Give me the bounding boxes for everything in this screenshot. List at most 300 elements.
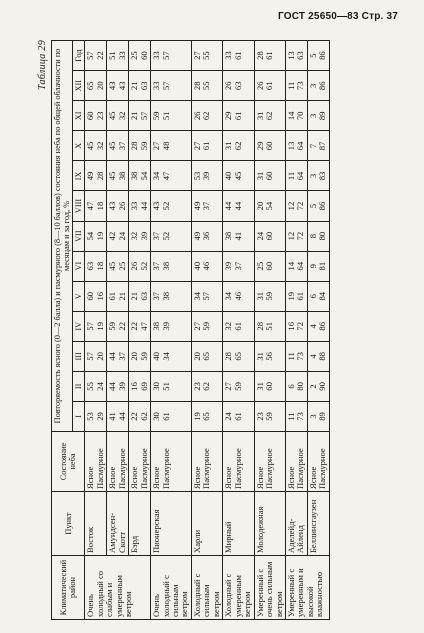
col-header-month: Год	[73, 41, 85, 71]
value-cell	[107, 221, 129, 251]
value-cell	[107, 311, 129, 341]
clear-value: 27	[191, 51, 202, 60]
overcast-value: 37	[232, 261, 243, 271]
col-header-month: V	[73, 281, 85, 311]
overcast-value: 62	[138, 412, 149, 421]
table-body	[85, 41, 329, 620]
value-cell	[129, 71, 151, 101]
clear-value: 19	[191, 412, 202, 421]
sky-state-label: Пасмурное	[232, 448, 243, 489]
clear-value: 32	[129, 231, 140, 241]
climate-table	[51, 40, 330, 620]
sky-state-cell	[151, 432, 192, 492]
clear-value: 40	[191, 261, 202, 271]
value-cell	[191, 221, 222, 251]
clear-value: 29	[223, 111, 234, 121]
station-name: Аделейд-Айленд	[285, 492, 307, 556]
clear-value: 6	[285, 384, 296, 389]
overcast-value: 18	[94, 201, 105, 211]
overcast-value: 86	[317, 81, 328, 91]
overcast-value: 44	[232, 201, 243, 211]
clear-value: 6	[307, 294, 318, 299]
clear-value: 33	[151, 81, 162, 91]
clear-value: 25	[254, 261, 265, 271]
value-cell	[223, 161, 254, 191]
overcast-value: 19	[94, 231, 105, 241]
sky-state-cell	[254, 432, 285, 492]
col-header-month: III	[73, 341, 85, 371]
overcast-value: 22	[116, 321, 127, 331]
clear-value: 54	[85, 231, 96, 241]
value-cell	[223, 251, 254, 281]
clear-value: 57	[85, 321, 96, 331]
clear-value: 31	[223, 141, 234, 151]
overcast-value: 63	[138, 291, 149, 301]
clear-value: 45	[85, 141, 96, 151]
clear-value: 22	[129, 412, 140, 421]
overcast-value: 39	[116, 382, 127, 391]
col-header-frequency: Повторяемость ясного (0—2 балла) и пасмурного (8—10 баллов) состояния неба по общей облачности по месяцам и за год, %	[52, 41, 73, 432]
overcast-value: 63	[138, 81, 149, 91]
value-cell	[254, 281, 285, 311]
overcast-value: 41	[232, 231, 243, 241]
sky-state-cell	[129, 432, 151, 492]
clear-value: 11	[285, 412, 296, 421]
clear-value: 27	[191, 321, 202, 331]
value-cell	[151, 341, 192, 371]
station-name: Амундсен-Скотт	[107, 492, 129, 556]
col-header-month: VII	[73, 221, 85, 251]
overcast-value: 61	[264, 51, 275, 60]
clear-value: 12	[285, 201, 296, 211]
overcast-value: 54	[264, 201, 275, 211]
overcast-value: 44	[116, 412, 127, 421]
value-cell	[223, 131, 254, 161]
overcast-value: 16	[94, 291, 105, 301]
value-cell	[223, 371, 254, 401]
sky-state-label: Ясное	[307, 466, 318, 489]
overcast-value: 73	[295, 81, 306, 91]
overcast-value: 60	[264, 261, 275, 271]
overcast-value: 72	[295, 321, 306, 331]
col-header-month: II	[73, 371, 85, 401]
value-cell	[285, 251, 307, 281]
value-cell	[223, 221, 254, 251]
clear-value: 5	[307, 53, 318, 58]
overcast-value: 51	[160, 382, 171, 391]
clear-value: 16	[285, 321, 296, 331]
overcast-value: 69	[138, 382, 149, 391]
value-cell	[85, 251, 107, 281]
overcast-value: 48	[160, 141, 171, 151]
overcast-value: 84	[317, 291, 328, 301]
station-name: Молодежная	[254, 492, 285, 556]
clear-value: 34	[151, 171, 162, 181]
overcast-value: 32	[94, 141, 105, 151]
page-header: ГОСТ 25650—83 Стр. 37	[278, 11, 398, 22]
clear-value: 37	[151, 261, 162, 271]
value-cell	[85, 71, 107, 101]
overcast-value: 89	[317, 412, 328, 421]
value-cell	[151, 401, 192, 431]
value-cell	[107, 161, 129, 191]
clear-value: 26	[254, 81, 265, 91]
clear-value: 19	[285, 291, 296, 301]
overcast-value: 24	[94, 382, 105, 391]
value-cell	[307, 161, 329, 191]
value-cell	[85, 371, 107, 401]
sky-state-label: Ясное	[129, 466, 140, 489]
overcast-value: 19	[94, 321, 105, 331]
value-cell	[307, 281, 329, 311]
station-name: Харли	[191, 492, 222, 556]
clear-value: 53	[85, 412, 96, 421]
value-cell	[254, 221, 285, 251]
clear-value: 41	[107, 412, 118, 421]
clear-value: 21	[129, 111, 140, 121]
value-cell	[85, 221, 107, 251]
value-cell	[307, 41, 329, 71]
value-cell	[223, 401, 254, 431]
overcast-value: 61	[232, 321, 243, 331]
col-header-sky: Состояние неба	[52, 432, 85, 492]
value-cell	[285, 131, 307, 161]
overcast-value: 32	[116, 111, 127, 121]
clear-value: 47	[85, 201, 96, 211]
overcast-value: 64	[295, 171, 306, 181]
clear-value: 23	[191, 382, 202, 391]
clear-value: 21	[129, 291, 140, 301]
overcast-value: 43	[116, 81, 127, 91]
overcast-value: 52	[138, 261, 149, 271]
sky-state-label: Пасмурное	[201, 448, 212, 489]
value-cell	[223, 191, 254, 221]
overcast-value: 20	[94, 81, 105, 91]
overcast-value: 62	[232, 141, 243, 151]
overcast-value: 59	[138, 141, 149, 151]
overcast-value: 46	[232, 291, 243, 301]
value-cell	[85, 41, 107, 71]
overcast-value: 52	[160, 201, 171, 211]
overcast-value: 59	[232, 382, 243, 391]
value-cell	[151, 41, 192, 71]
overcast-value: 60	[264, 171, 275, 181]
value-cell	[129, 221, 151, 251]
value-cell	[254, 251, 285, 281]
overcast-value: 61	[232, 51, 243, 60]
value-cell	[129, 251, 151, 281]
value-cell	[307, 131, 329, 161]
overcast-value: 60	[264, 382, 275, 391]
value-cell	[307, 341, 329, 371]
overcast-value: 51	[264, 321, 275, 331]
value-cell	[129, 191, 151, 221]
value-cell	[107, 131, 129, 161]
clear-value: 13	[285, 51, 296, 60]
clear-value: 44	[107, 352, 118, 361]
clear-value: 31	[254, 382, 265, 391]
clear-value: 28	[223, 352, 234, 361]
overcast-value: 37	[116, 141, 127, 151]
overcast-value: 60	[264, 231, 275, 241]
clear-value: 26	[191, 111, 202, 121]
clear-value: 28	[254, 321, 265, 331]
value-cell	[223, 341, 254, 371]
value-cell	[285, 101, 307, 131]
value-cell	[285, 41, 307, 71]
clear-value: 60	[85, 291, 96, 301]
value-cell	[307, 191, 329, 221]
clear-value: 26	[129, 261, 140, 271]
overcast-value: 59	[264, 291, 275, 301]
overcast-value: 28	[94, 171, 105, 181]
sky-state-label: Пасмурное	[317, 448, 328, 489]
value-cell	[191, 41, 222, 71]
overcast-value: 86	[317, 51, 328, 60]
overcast-value: 80	[295, 382, 306, 391]
table-row	[223, 41, 254, 620]
overcast-value: 62	[201, 111, 212, 121]
clear-value: 11	[285, 171, 296, 181]
clear-value: 31	[254, 171, 265, 181]
value-cell	[151, 101, 192, 131]
station-name: Восток	[85, 492, 107, 556]
overcast-value: 63	[232, 81, 243, 91]
region-name: Холодный с умеренным ветром	[223, 556, 254, 620]
clear-value: 28	[129, 141, 140, 151]
value-cell	[85, 131, 107, 161]
station-name: Мирный	[223, 492, 254, 556]
clear-value: 43	[107, 81, 118, 91]
station-name: Бэрд	[129, 492, 151, 556]
overcast-value: 37	[116, 352, 127, 361]
clear-value: 8	[307, 233, 318, 239]
value-cell	[107, 101, 129, 131]
clear-value: 20	[191, 352, 202, 361]
col-header-month: XII	[73, 71, 85, 101]
clear-value: 4	[307, 324, 318, 329]
value-cell	[223, 71, 254, 101]
sky-state-cell	[85, 432, 107, 492]
clear-value: 20	[254, 201, 265, 211]
overcast-value: 54	[138, 171, 149, 181]
overcast-value: 88	[317, 352, 328, 361]
value-cell	[307, 101, 329, 131]
rotated-table-area	[37, 40, 387, 620]
overcast-value: 51	[160, 111, 171, 121]
overcast-value: 65	[201, 352, 212, 361]
overcast-value: 44	[138, 201, 149, 211]
col-header-month: I	[73, 401, 85, 431]
clear-value: 16	[129, 382, 140, 391]
clear-value: 4	[307, 354, 318, 359]
clear-value: 28	[191, 81, 202, 91]
clear-value: 57	[85, 51, 96, 60]
table-row	[254, 41, 285, 620]
value-cell	[151, 131, 192, 161]
overcast-value: 55	[201, 51, 212, 60]
overcast-value: 26	[116, 201, 127, 211]
value-cell	[254, 371, 285, 401]
overcast-value: 65	[232, 352, 243, 361]
value-cell	[107, 341, 129, 371]
overcast-value: 72	[295, 231, 306, 241]
overcast-value: 57	[138, 111, 149, 121]
clear-value: 43	[107, 201, 118, 211]
value-cell	[254, 401, 285, 431]
sky-state-label: Ясное	[107, 466, 118, 489]
value-cell	[129, 401, 151, 431]
clear-value: 39	[223, 261, 234, 271]
clear-value: 55	[85, 382, 96, 391]
overcast-value: 38	[116, 171, 127, 181]
value-cell	[85, 191, 107, 221]
clear-value: 37	[151, 231, 162, 241]
value-cell	[107, 371, 129, 401]
value-cell	[191, 341, 222, 371]
sky-state-cell	[191, 432, 222, 492]
sky-state-label: Ясное	[254, 466, 265, 489]
overcast-value: 39	[138, 231, 149, 241]
clear-value: 33	[151, 51, 162, 60]
clear-value: 20	[129, 352, 140, 361]
overcast-value: 62	[201, 382, 212, 391]
clear-value: 9	[307, 264, 318, 269]
clear-value: 38	[223, 231, 234, 241]
clear-value: 57	[85, 352, 96, 361]
sky-state-label: Пасмурное	[295, 448, 306, 489]
clear-value: 27	[223, 382, 234, 391]
overcast-value: 83	[317, 171, 328, 181]
value-cell	[307, 401, 329, 431]
value-cell	[307, 71, 329, 101]
value-cell	[129, 161, 151, 191]
overcast-value: 89	[317, 111, 328, 121]
station-name: Пионерская	[151, 492, 192, 556]
value-cell	[129, 131, 151, 161]
sky-state-label: Пасмурное	[94, 448, 105, 489]
value-cell	[107, 41, 129, 71]
clear-value: 65	[85, 81, 96, 91]
clear-value: 45	[107, 171, 118, 181]
overcast-value: 60	[138, 51, 149, 60]
value-cell	[191, 161, 222, 191]
clear-value: 23	[254, 412, 265, 421]
clear-value: 59	[151, 111, 162, 121]
value-cell	[129, 101, 151, 131]
col-header-month: XI	[73, 101, 85, 131]
value-cell	[285, 281, 307, 311]
value-cell	[85, 101, 107, 131]
value-cell	[151, 191, 192, 221]
overcast-value: 24	[116, 231, 127, 241]
value-cell	[151, 161, 192, 191]
value-cell	[285, 371, 307, 401]
clear-value: 7	[307, 143, 318, 149]
value-cell	[129, 341, 151, 371]
overcast-value: 59	[264, 412, 275, 421]
value-cell	[107, 71, 129, 101]
overcast-value: 64	[295, 141, 306, 151]
overcast-value: 56	[264, 352, 275, 361]
sky-state-label: Пасмурное	[138, 448, 149, 489]
table-row	[151, 41, 192, 620]
overcast-value: 47	[160, 171, 171, 181]
value-cell	[254, 71, 285, 101]
value-cell	[307, 251, 329, 281]
value-cell	[191, 371, 222, 401]
clear-value: 3	[307, 414, 318, 419]
value-cell	[254, 341, 285, 371]
clear-value: 14	[285, 111, 296, 121]
value-cell	[307, 221, 329, 251]
clear-value: 38	[151, 321, 162, 331]
overcast-value: 34	[160, 352, 171, 361]
sky-state-label: Пасмурное	[264, 448, 275, 489]
value-cell	[107, 251, 129, 281]
clear-value: 40	[151, 352, 162, 361]
value-cell	[129, 311, 151, 341]
overcast-value: 87	[317, 141, 328, 151]
overcast-value: 37	[201, 201, 212, 211]
value-cell	[129, 371, 151, 401]
clear-value: 32	[223, 321, 234, 331]
region-name: Холодный с сильным ветром	[191, 556, 222, 620]
sky-state-cell	[285, 432, 307, 492]
clear-value: 30	[151, 412, 162, 421]
value-cell	[191, 251, 222, 281]
clear-value: 26	[223, 81, 234, 91]
sky-state-label: Ясное	[285, 466, 296, 489]
clear-value: 31	[254, 111, 265, 121]
clear-value: 45	[107, 111, 118, 121]
overcast-value: 45	[232, 171, 243, 181]
overcast-value: 38	[160, 291, 171, 301]
clear-value: 31	[254, 352, 265, 361]
table-row	[85, 41, 107, 620]
clear-value: 51	[107, 51, 118, 60]
region-name: Очень холодный с сильным ветром	[151, 556, 192, 620]
value-cell	[254, 131, 285, 161]
value-cell	[254, 161, 285, 191]
value-cell	[191, 311, 222, 341]
overcast-value: 25	[116, 261, 127, 271]
overcast-value: 62	[264, 111, 275, 121]
clear-value: 37	[151, 291, 162, 301]
overcast-value: 59	[201, 321, 212, 331]
clear-value: 3	[307, 113, 318, 118]
col-header-month: IV	[73, 311, 85, 341]
overcast-value: 72	[295, 201, 306, 211]
clear-value: 3	[307, 83, 318, 88]
clear-value: 21	[129, 81, 140, 91]
value-cell	[151, 221, 192, 251]
value-cell	[191, 131, 222, 161]
value-cell	[285, 221, 307, 251]
clear-value: 5	[307, 203, 318, 209]
clear-value: 12	[285, 231, 296, 241]
clear-value: 45	[107, 261, 118, 271]
overcast-value: 36	[201, 231, 212, 241]
overcast-value: 73	[295, 412, 306, 421]
clear-value: 2	[307, 384, 318, 389]
value-cell	[129, 41, 151, 71]
clear-value: 44	[223, 201, 234, 211]
overcast-value: 33	[116, 51, 127, 60]
overcast-value: 38	[160, 261, 171, 271]
clear-value: 11	[285, 352, 296, 361]
overcast-value: 46	[201, 261, 212, 271]
